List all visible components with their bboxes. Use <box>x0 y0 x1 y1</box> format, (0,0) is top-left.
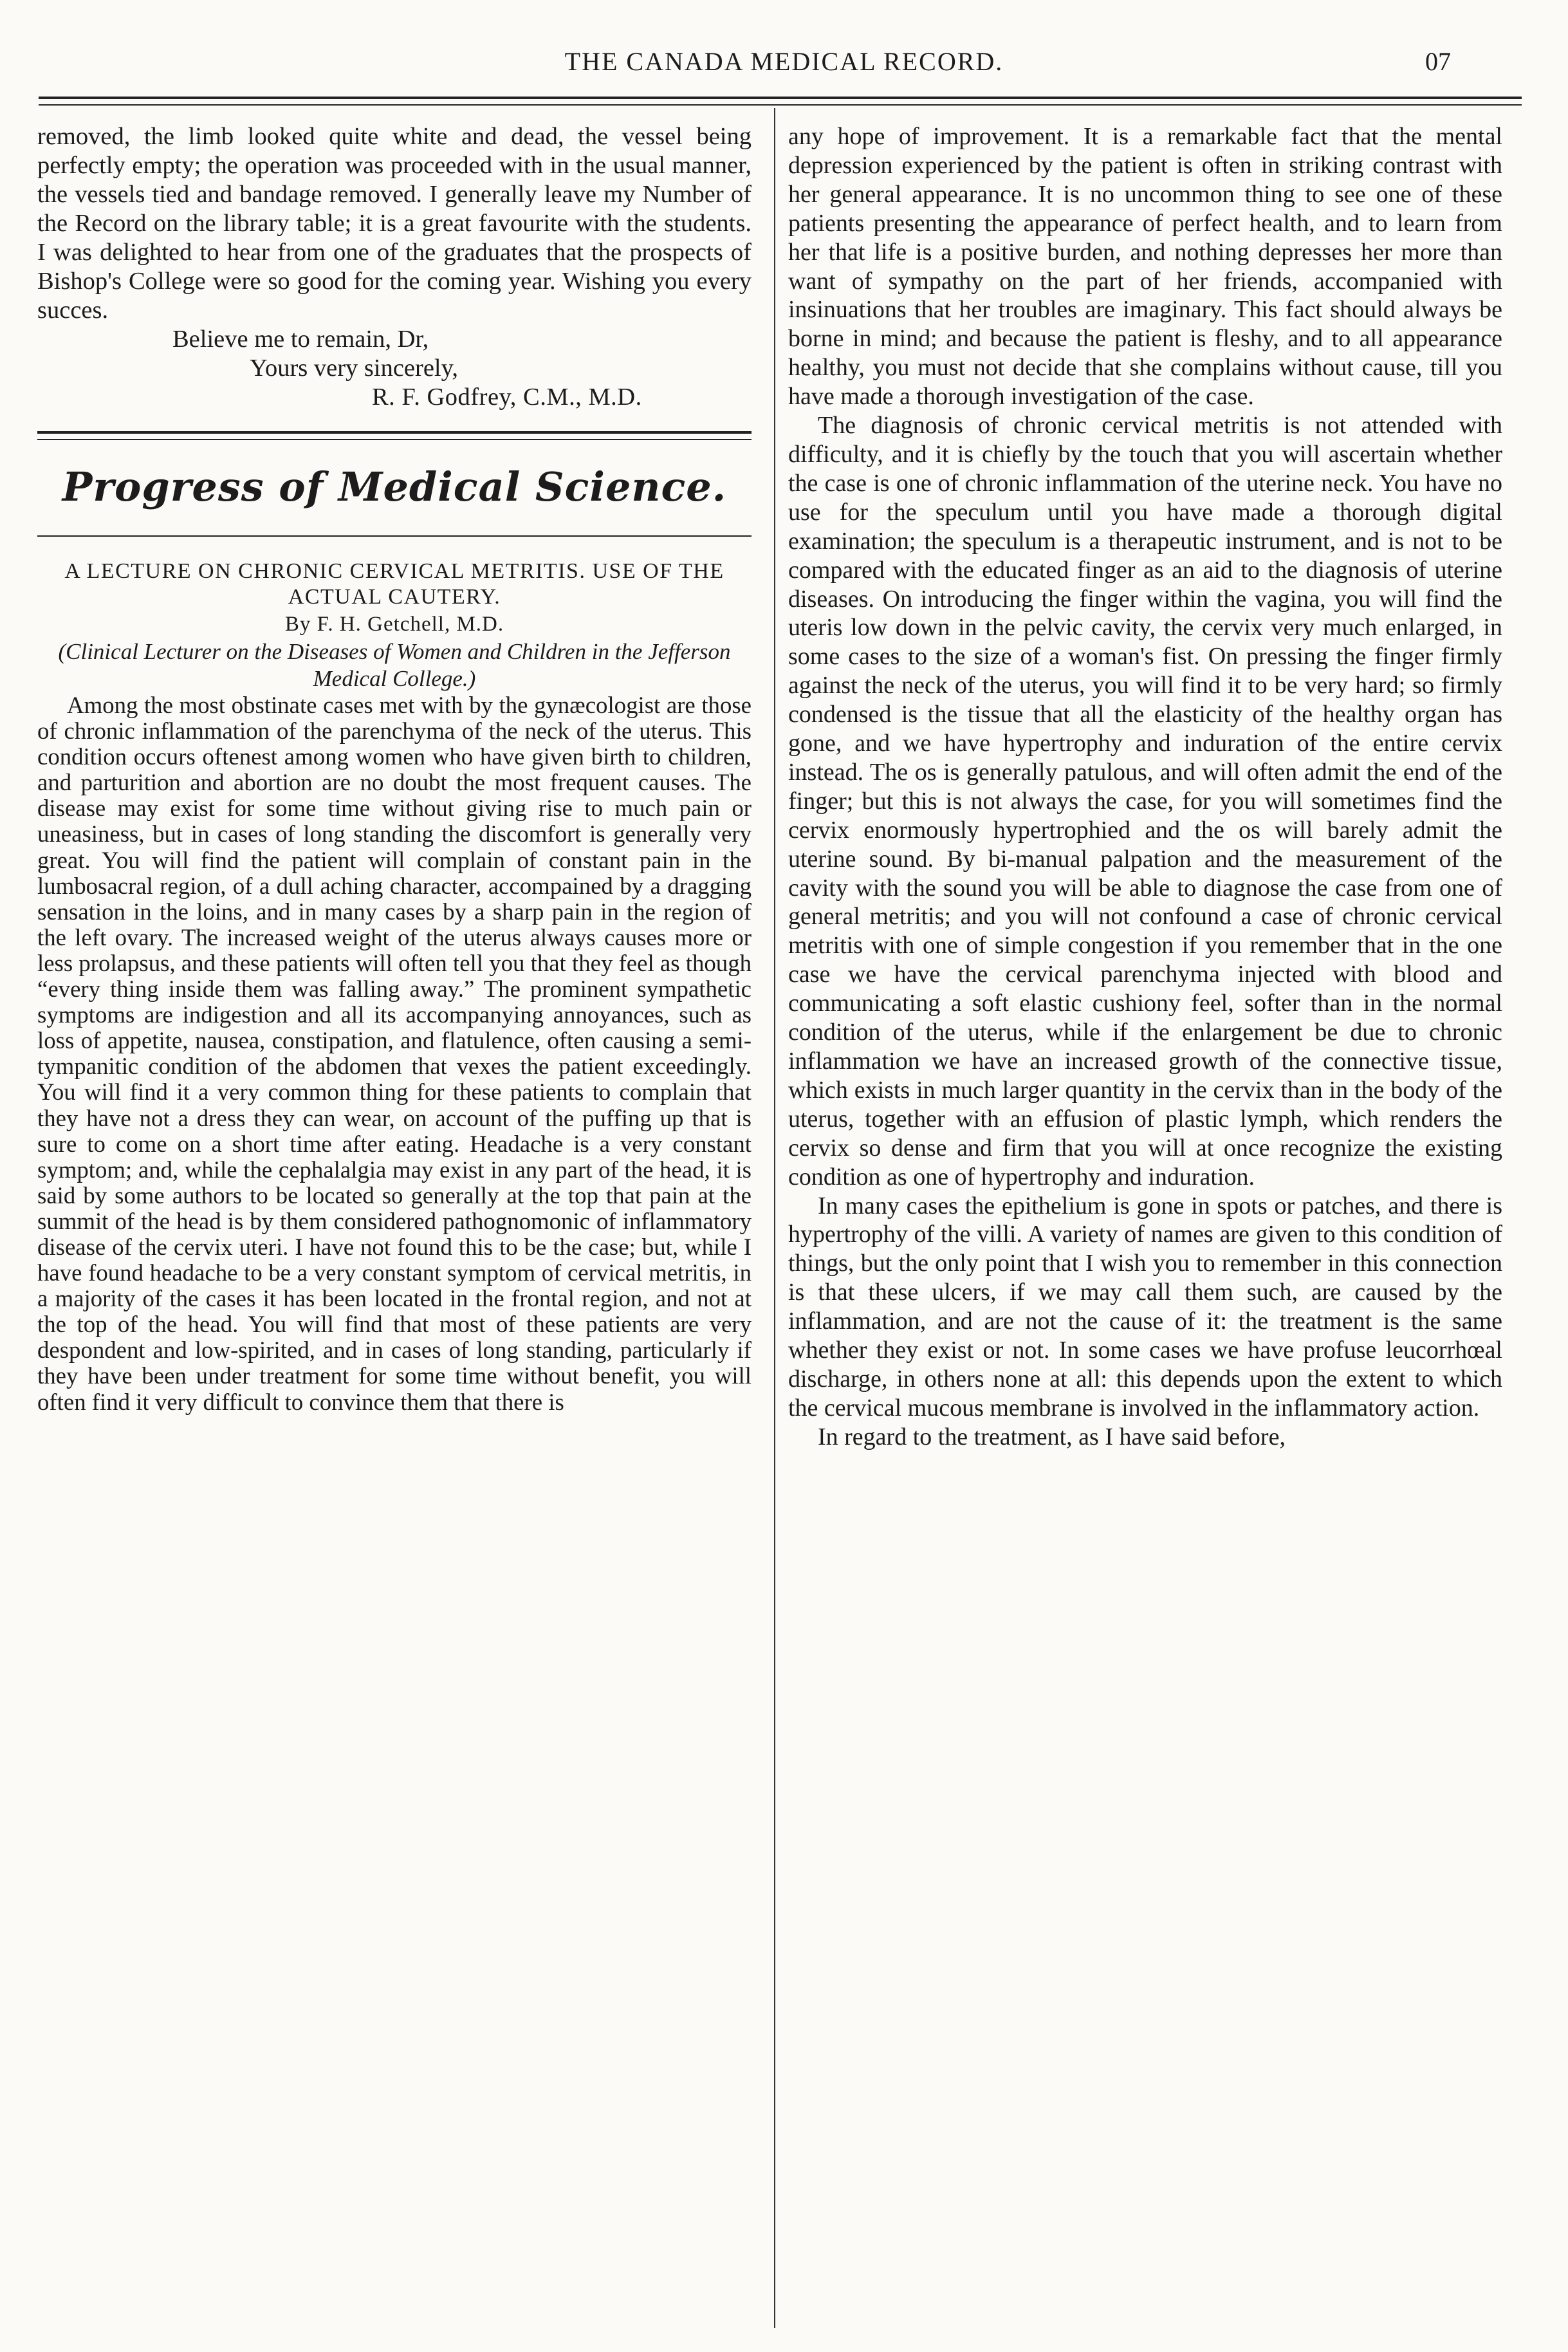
letter-closing-2: Yours very sincerely, <box>250 355 458 382</box>
section-rule-thick <box>37 431 752 434</box>
section-rule-bottom <box>37 535 752 537</box>
letter-paragraph: removed, the limb looked quite white and dead, the vessel being perfectly empty; the operation was proceeded with in the usual manner, the vessels tied and bandage removed. I generally leave my Number of the Record on the library table; it is a great favourite with the students. I was delighted to hear from one of the graduates that the prospects of Bishop's College were so good for the coming year. Wishing you every succes. <box>37 123 752 324</box>
article-paragraph-2: any hope of improvement. It is a remarkable fact that the mental depression experienced by the patient is often in striking contrast with her general appearance. It is no uncommon thing to see one of these patients presenting the appearance of perfect health, and to learn from her that life is a positive burden, and nothing depresses her more than want of sympathy on the part of her friends, accompanied with insinuations that her troubles are imaginary. This fact should always be borne in mind; and because the patient is fleshy, and to all appearance healthy, you must not decide that she complains without cause, till you have made a thorough investigation of the case. <box>788 123 1502 411</box>
right-column <box>788 122 1502 2323</box>
article-paragraph-4: In many cases the epithelium is gone in spots or patches, and there is hypertrophy of the villi. A variety of names are given to this condition of things, but the only point that I wish you to remember in this connection is that these ulcers, if we may call them such, are caused by the inflammation, and are not the cause of it: the treatment is the same whether they exist or not. In some cases we have profuse leucorrhœal discharge, in others none at all: this depends upon the extent to which the cervical mucous membrane is involved in the inflammatory action. <box>788 1192 1502 1421</box>
article-title: A LECTURE ON CHRONIC CERVICAL METRITIS. USE OF THE ACTUAL CAUTERY. <box>64 559 724 609</box>
article-byline: By F. H. Getchell, M.D. <box>284 613 504 636</box>
section-rule-thin <box>37 439 752 440</box>
article-paragraph-3: The diagnosis of chronic cervical metritis is not attended with difficulty, and it is chiefly by the touch that you will ascertain whether the case is one of chronic inflammation of the uterine neck. You have no use for the speculum until you have made a thorough digital examination; the speculum is a therapeutic instrument, and is not to be compared with the educated finger as an aid to the diagnosis of uterine diseases. On introducing the finger within the vagina, you will find the uteris low down in the pelvic cavity, the cervix very much enlarged, in some cases to the size of a woman's fist. On pressing the finger firmly against the neck of the uterus, you will find it to be very hard; so firmly condensed is the tissue that all the elasticity of the healthy organ has gone, and we have hypertrophy and induration of the entire cervix instead. The os is generally patulous, and will often admit the end of the finger; but this is not always the case, for you will sometimes find the cervix enormously hypertrophied and the os will barely admit the uterine sound. By bi-manual palpation and the measurement of the cavity with the sound you will be able to diagnose the case from one of general metritis; and you will not confound a case of chronic cervical metritis with one of simple congestion if you remember that in the one case we have the cervical parenchyma injected with blood and communicating a soft elastic cushiony feel, softer than in the normal condition of the uterus, while if the enlargement be due to chronic inflammation we have an increased growth of the connective tissue, which exists in much larger quantity in the cervix than in the body of the uterus, together with an effusion of plastic lymph, which renders the cervix so dense and firm that you will at once recognize the existing condition as one of hypertrophy and induration. <box>788 412 1502 1190</box>
header-rule-thick <box>39 97 1522 99</box>
letter-signature: R. F. Godfrey, C.M., M.D. <box>372 384 642 411</box>
letter-closing-1: Believe me to remain, Dr, <box>172 326 429 353</box>
page-number: 07 <box>1425 47 1451 76</box>
article-affiliation: (Clinical Lecturer on the Diseases of Women and Children in the Jefferson Medical College.) <box>58 639 731 691</box>
header-rule-thin <box>39 104 1522 106</box>
left-column <box>37 122 752 2323</box>
section-heading: Progress of Medical Science. <box>62 463 727 510</box>
article-paragraph-5: In regard to the treatment, as I have said before, <box>818 1423 1286 1450</box>
column-divider <box>774 108 775 2328</box>
article-paragraph-1: Among the most obstinate cases met with by the gynæcologist are those of chronic inflammation of the parenchyma of the neck of the uterus. This condition occurs oftenest among women who have given birth to children, and parturition and abortion are no doubt the most frequent causes. The disease may exist for some time without giving rise to much pain or uneasiness, but in cases of long standing the discomfort is generally very great. You will find the patient will complain of constant pain in the lumbosacral region, of a dull aching character, accompained by a dragging sensation in the loins, and in many cases by a sharp pain in the region of the left ovary. The increased weight of the uterus always causes more or less prolapsus, and these patients will often tell you that they feel as though “every thing inside them was falling away.” The prominent sympathetic symptoms are indigestion and all its accompanying annoyances, such as loss of appetite, nausea, constipation, and flatulence, often causing a semi-tympanitic condition of the abdomen that vexes the patient exceedingly. You will find it a very common thing for these patients to complain that they have not a dress they can wear, on account of the puffing up that is sure to come on a short time after eating. Headache is a very constant symptom; and, while the cephalalgia may exist in any part of the head, it is said by some authors to be located so generally at the top that pain at the summit of the head is by them considered pathognomonic of inflammatory disease of the cervix uteri. I have not found this to be the case; but, while I have found headache to be a very constant symptom of cervical metritis, in a majority of the cases it has been located in the frontal region, and not at the top of the head. You will find that most of these patients are very despondent and low-spirited, and in cases of long standing, particularly if they have been under treatment for some time without benefit, you will often find it very difficult to convince them that there is <box>37 692 752 1415</box>
running-title: THE CANADA MEDICAL RECORD. <box>564 47 1004 76</box>
